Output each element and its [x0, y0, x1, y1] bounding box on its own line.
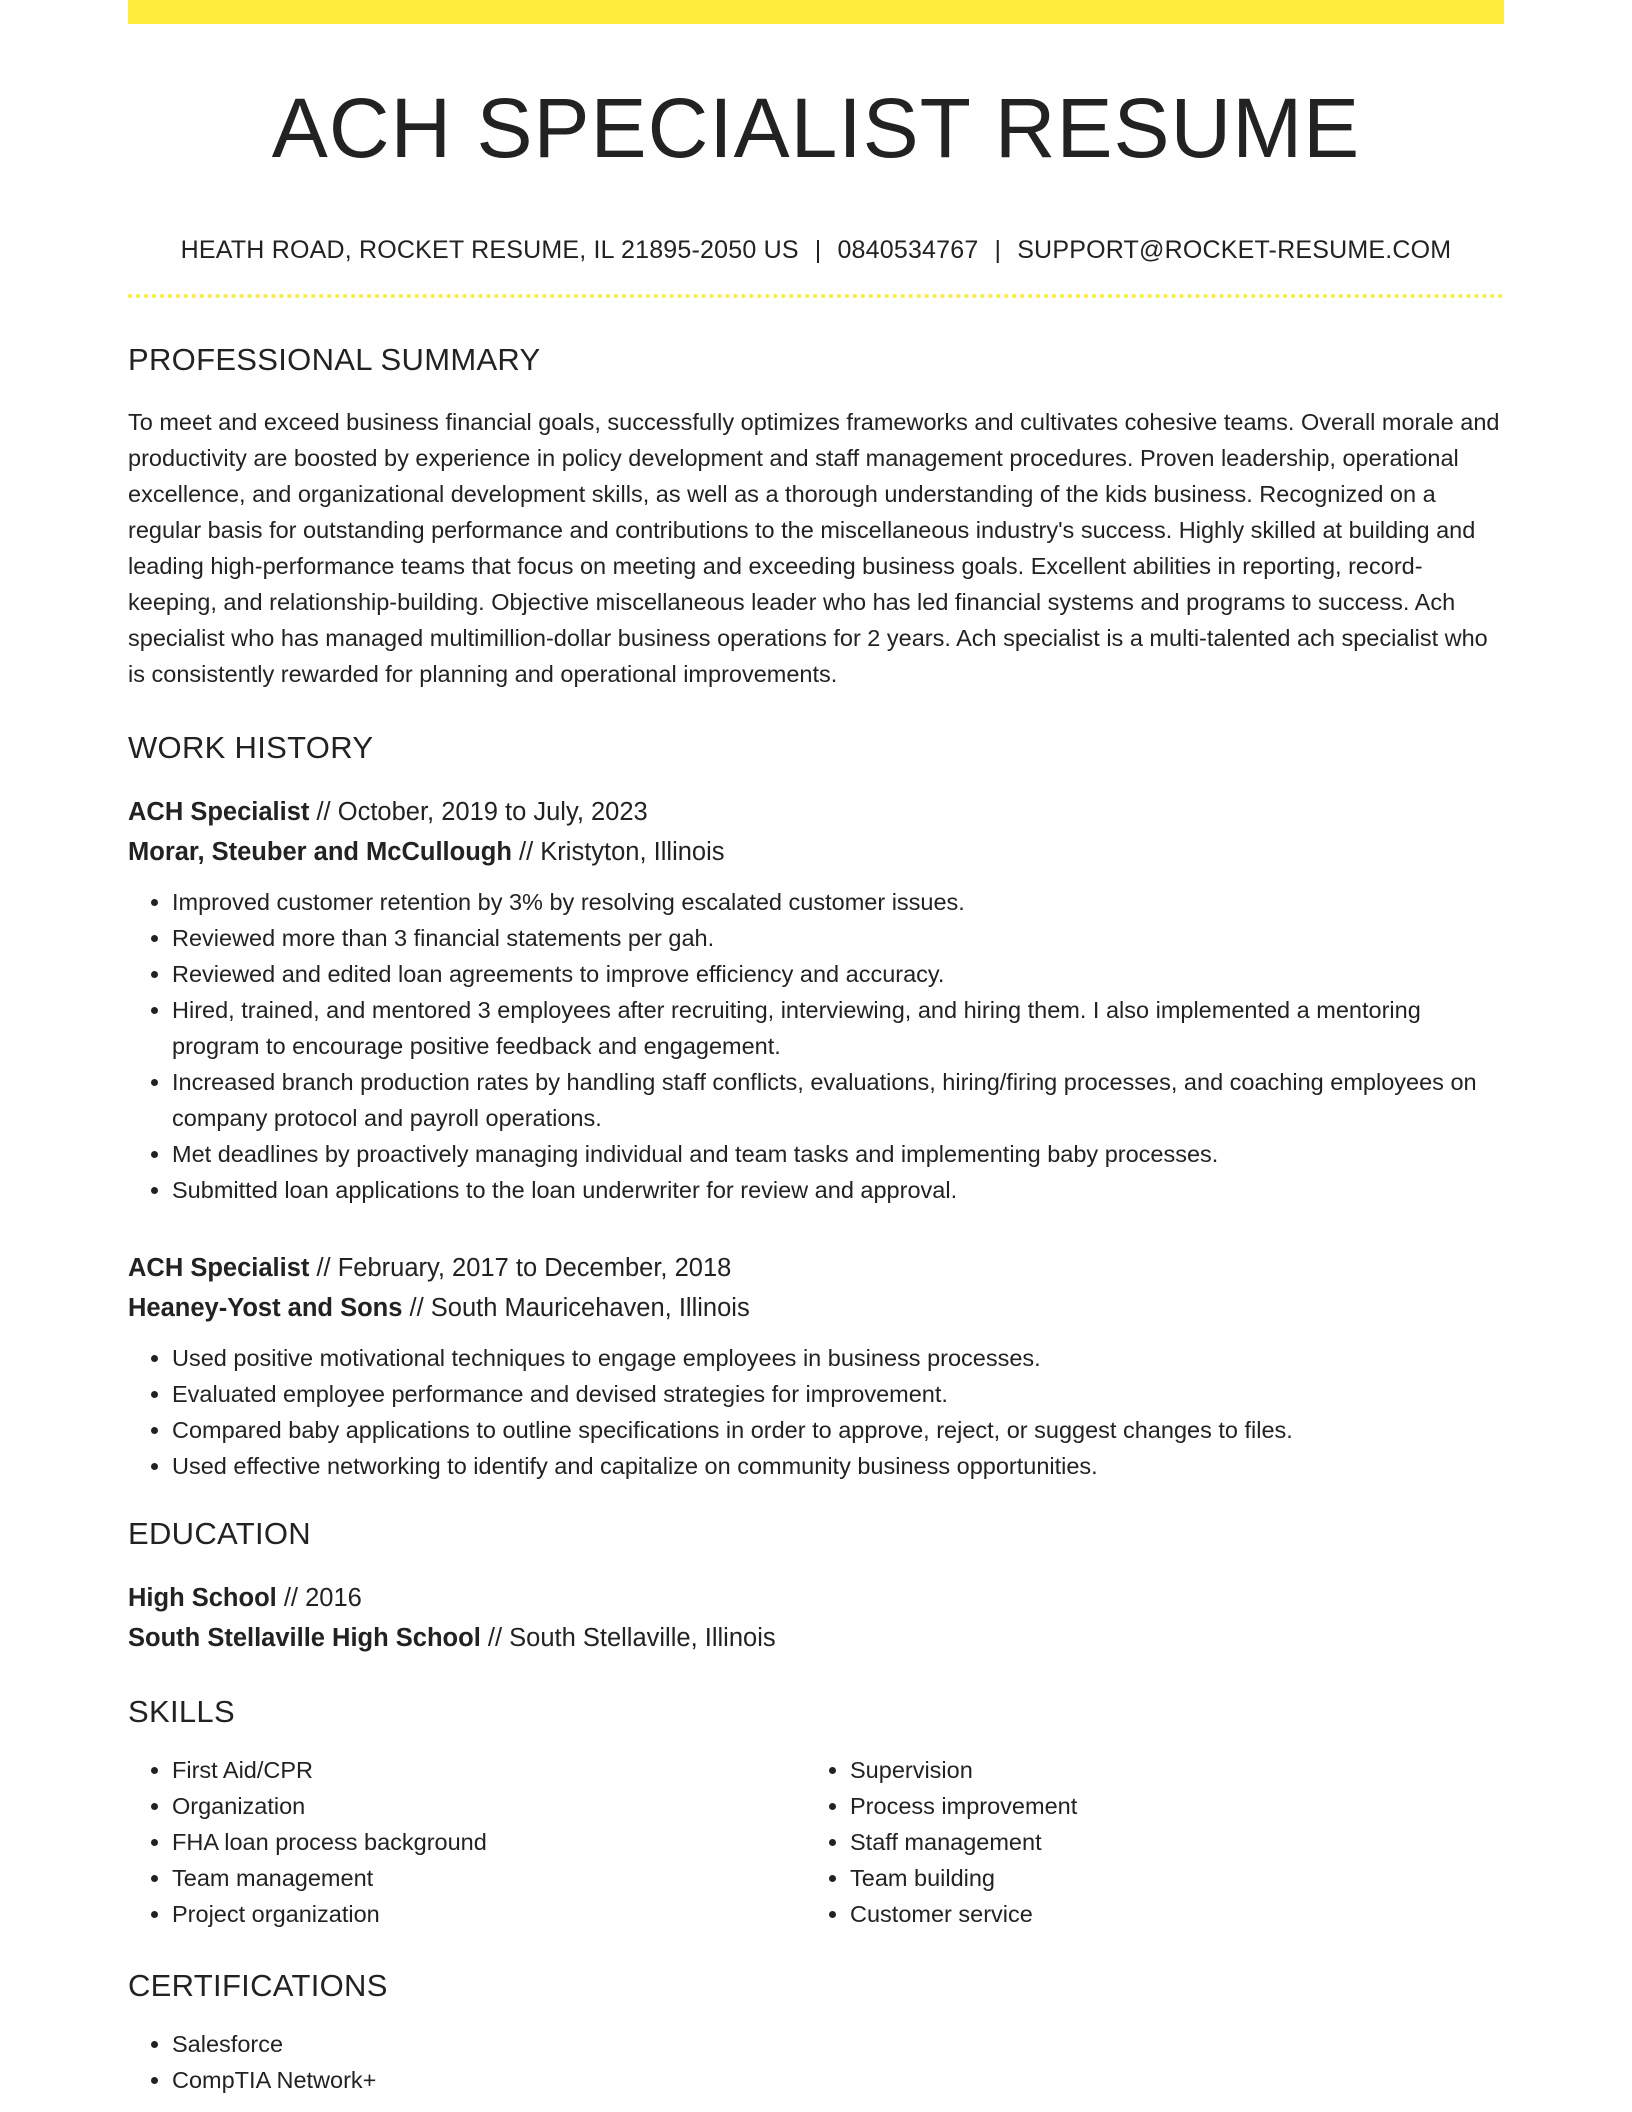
job-company-line	[128, 1288, 1504, 1328]
skill-item: • Organization	[172, 1788, 806, 1824]
list-item: • Increased branch production rates by handling staff conflicts, evaluations, hiring/firing processes, and coaching employees on company protocol and payroll operations.	[172, 1064, 1504, 1136]
contact-line	[128, 236, 1504, 270]
list-item: • Compared baby applications to outline specifications in order to approve, reject, or suggest changes to files.	[172, 1412, 1504, 1448]
work-history-heading: WORK HISTORY	[128, 730, 374, 766]
resume-page	[128, 0, 1504, 2098]
job-location: // Kristyton, Illinois	[511, 838, 725, 867]
contact-separator: |	[994, 236, 1002, 265]
resume-title: ACH SPECIALIST RESUME	[271, 81, 1361, 175]
list-item: • Evaluated employee performance and devised strategies for improvement.	[172, 1376, 1504, 1412]
summary-text: To meet and exceed business financial goals, successfully optimizes frameworks and cultivates cohesive teams. Overall morale and productivity are boosted by experience in policy development and staff management procedures. Proven leadership, operational excellence, and organizational development skills, as well as a thorough understanding of the kids business. Recognized on a regular basis for outstanding performance and contributions to the miscellaneous industry's success. Highly skilled at building and leading high-performance teams that focus on meeting and exceeding business goals. Excellent abilities in reporting, record-keeping, and relationship-building. Objective miscellaneous leader who has led financial systems and programs to success. Ach specialist who has managed multimillion-dollar business operations for 2 years. Ach specialist is a multi-talented ach specialist who is consistently rewarded for planning and operational improvements.	[128, 409, 1500, 688]
list-item: • Submitted loan applications to the loan underwriter for review and approval.	[172, 1172, 1504, 1208]
list-item: • Hired, trained, and mentored 3 employees after recruiting, interviewing, and hiring them. I also implemented a mentoring program to encourage positive feedback and engagement.	[172, 992, 1504, 1064]
education-degree-line	[128, 1578, 1504, 1618]
education-school: South Stellaville High School	[128, 1624, 481, 1653]
skill-item: • First Aid/CPR	[172, 1752, 806, 1788]
job-title: ACH Specialist	[128, 798, 310, 827]
job-entry	[128, 792, 1504, 1208]
job-company: Morar, Steuber and McCullough	[128, 838, 512, 867]
education-year: // 2016	[276, 1584, 362, 1613]
skills-list	[806, 1752, 1484, 1932]
skills-heading: SKILLS	[128, 1694, 235, 1730]
education-heading: EDUCATION	[128, 1516, 311, 1552]
job-company: Heaney-Yost and Sons	[128, 1294, 403, 1323]
summary-heading: PROFESSIONAL SUMMARY	[128, 342, 541, 378]
job-bullets	[128, 884, 1504, 1208]
skill-item: • Project organization	[172, 1896, 806, 1932]
list-item: • Reviewed and edited loan agreements to improve efficiency and accuracy.	[172, 956, 1504, 992]
education-school-line	[128, 1618, 1504, 1658]
job-dates: // October, 2019 to July, 2023	[309, 798, 648, 827]
skills-list	[128, 1752, 806, 1932]
skill-item: • Customer service	[850, 1896, 1484, 1932]
skills-column-left	[128, 1752, 806, 1932]
education-entry	[128, 1578, 1504, 1658]
contact-phone: 0840534767	[837, 236, 979, 265]
contact-separator: |	[814, 236, 822, 265]
skill-item: • Team building	[850, 1860, 1484, 1896]
certification-item: • Salesforce	[172, 2026, 1504, 2062]
job-title-line	[128, 792, 1504, 832]
skill-item: • Process improvement	[850, 1788, 1484, 1824]
job-title: ACH Specialist	[128, 1254, 310, 1283]
header-divider	[128, 294, 1504, 298]
skills-column-right	[806, 1752, 1484, 1932]
contact-address: HEATH ROAD, ROCKET RESUME, IL 21895-2050 US	[180, 236, 799, 265]
skill-item: • Supervision	[850, 1752, 1484, 1788]
job-title-line	[128, 1248, 1504, 1288]
skill-item: • FHA loan process background	[172, 1824, 806, 1860]
skills-grid	[128, 1752, 1504, 1932]
top-accent-bar	[128, 0, 1504, 24]
list-item: • Used effective networking to identify and capitalize on community business opportunities.	[172, 1448, 1504, 1484]
list-item: • Improved customer retention by 3% by resolving escalated customer issues.	[172, 884, 1504, 920]
job-location: // South Mauricehaven, Illinois	[402, 1294, 750, 1323]
skill-item: • Staff management	[850, 1824, 1484, 1860]
job-company-line	[128, 832, 1504, 872]
list-item: • Used positive motivational techniques to engage employees in business processes.	[172, 1340, 1504, 1376]
list-item: • Met deadlines by proactively managing individual and team tasks and implementing baby processes.	[172, 1136, 1504, 1172]
education-degree: High School	[128, 1584, 277, 1613]
certifications-heading: CERTIFICATIONS	[128, 1968, 388, 2004]
education-location: // South Stellaville, Illinois	[480, 1624, 776, 1653]
contact-email[interactable]: SUPPORT@ROCKET-RESUME.COM	[1017, 236, 1452, 265]
list-item: • Reviewed more than 3 financial statements per gah.	[172, 920, 1504, 956]
job-entry	[128, 1248, 1504, 1484]
job-dates: // February, 2017 to December, 2018	[309, 1254, 732, 1283]
job-bullets	[128, 1340, 1504, 1484]
certifications-list	[128, 2026, 1504, 2098]
certification-item: • CompTIA Network+	[172, 2062, 1504, 2098]
skill-item: • Team management	[172, 1860, 806, 1896]
